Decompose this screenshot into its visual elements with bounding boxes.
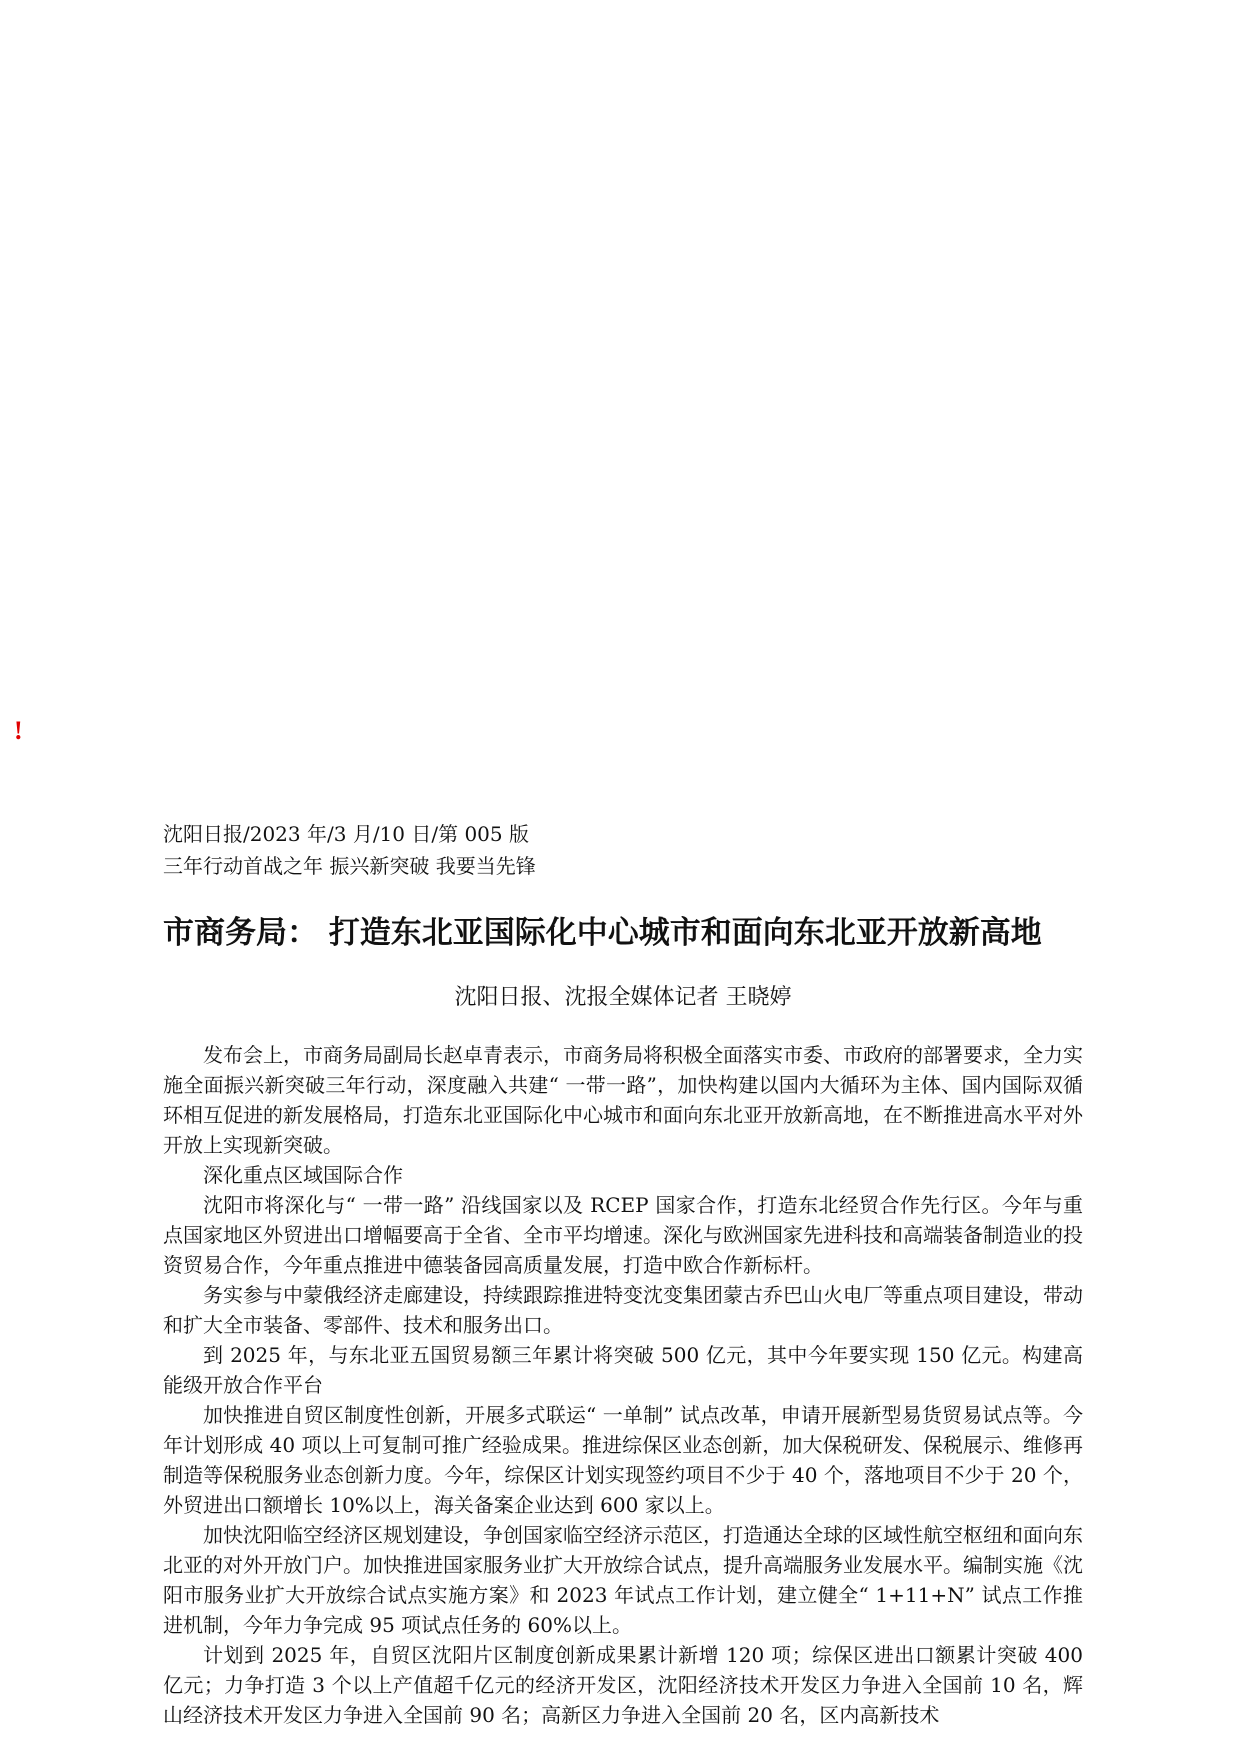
paragraph: 发布会上，市商务局副局长赵卓青表示，市商务局将积极全面落实市委、市政府的部署要求，全力实施全面振兴新突破三年行动，深度融入共建“ 一带一路”，加快构建以国内大循环为主体、国内国际双循环相互促进的新发展格局，打造东北亚国际化中心城市和面向东北亚开放新高地，在不断推进高水平对外开放上实现新突破。 (163, 1043, 1083, 1157)
article-page (163, 818, 1083, 1730)
red-exclamation-mark: ! (14, 716, 23, 745)
paragraph: 加快沈阳临空经济区规划建设，争创国家临空经济示范区，打造通达全球的区域性航空枢纽和面向东北亚的对外开放门户。加快推进国家服务业扩大开放综合试点，提升高端服务业发展水平。编制实施《沈阳市服务业扩大开放综合试点实施方案》和 2023 年试点工作计划，建立健全“ 1+11+N” 试点工作推进机制，今年力争完成 95 项试点任务的 60%以上。 (163, 1523, 1083, 1637)
paragraph: 到 2025 年，与东北亚五国贸易额三年累计将突破 500 亿元，其中今年要实现 150 亿元。构建高能级开放合作平台 (163, 1343, 1083, 1397)
paragraph: 计划到 2025 年，自贸区沈阳片区制度创新成果累计新增 120 项；综保区进出口额累计突破 400 亿元；力争打造 3 个以上产值超千亿元的经济开发区，沈阳经济技术开发区力争进入全国前 10 名，辉山经济技术开发区力争进入全国前 90 名；高新区力争进入全国前 20 名，区内高新技术 (163, 1643, 1083, 1727)
source-line: 沈阳日报/2023 年/3 月/10 日/第 005 版 (163, 822, 529, 846)
column-line: 三年行动首战之年 振兴新突破 我要当先锋 (163, 854, 536, 878)
section-heading: 深化重点区域国际合作 (203, 1163, 403, 1187)
paragraph: 沈阳市将深化与“ 一带一路” 沿线国家以及 RCEP 国家合作，打造东北经贸合作先行区。今年与重点国家地区外贸进出口增幅要高于全省、全市平均增速。深化与欧洲国家先进科技和高端装备制造业的投资贸易合作，今年重点推进中德装备园高质量发展，打造中欧合作新标杆。 (163, 1193, 1083, 1277)
article-title: 市商务局： 打造东北亚国际化中心城市和面向东北亚开放新高地 (163, 915, 1042, 951)
paragraph: 务实参与中蒙俄经济走廊建设，持续跟踪推进特变沈变集团蒙古乔巴山火电厂等重点项目建设，带动和扩大全市装备、零部件、技术和服务出口。 (163, 1283, 1083, 1337)
article-body (163, 1040, 1083, 1730)
article-byline: 沈阳日报、沈报全媒体记者 王晓婷 (454, 985, 792, 1010)
paragraph: 加快推进自贸区制度性创新，开展多式联运“ 一单制” 试点改革，申请开展新型易货贸易试点等。今年计划形成 40 项以上可复制可推广经验成果。推进综保区业态创新，加大保税研发、保税展示、维修再制造等保税服务业态创新力度。今年，综保区计划实现签约项目不少于 40 个，落地项目不少于 20 个，外贸进出口额增长 10%以上，海关备案企业达到 600 家以上。 (163, 1403, 1083, 1517)
